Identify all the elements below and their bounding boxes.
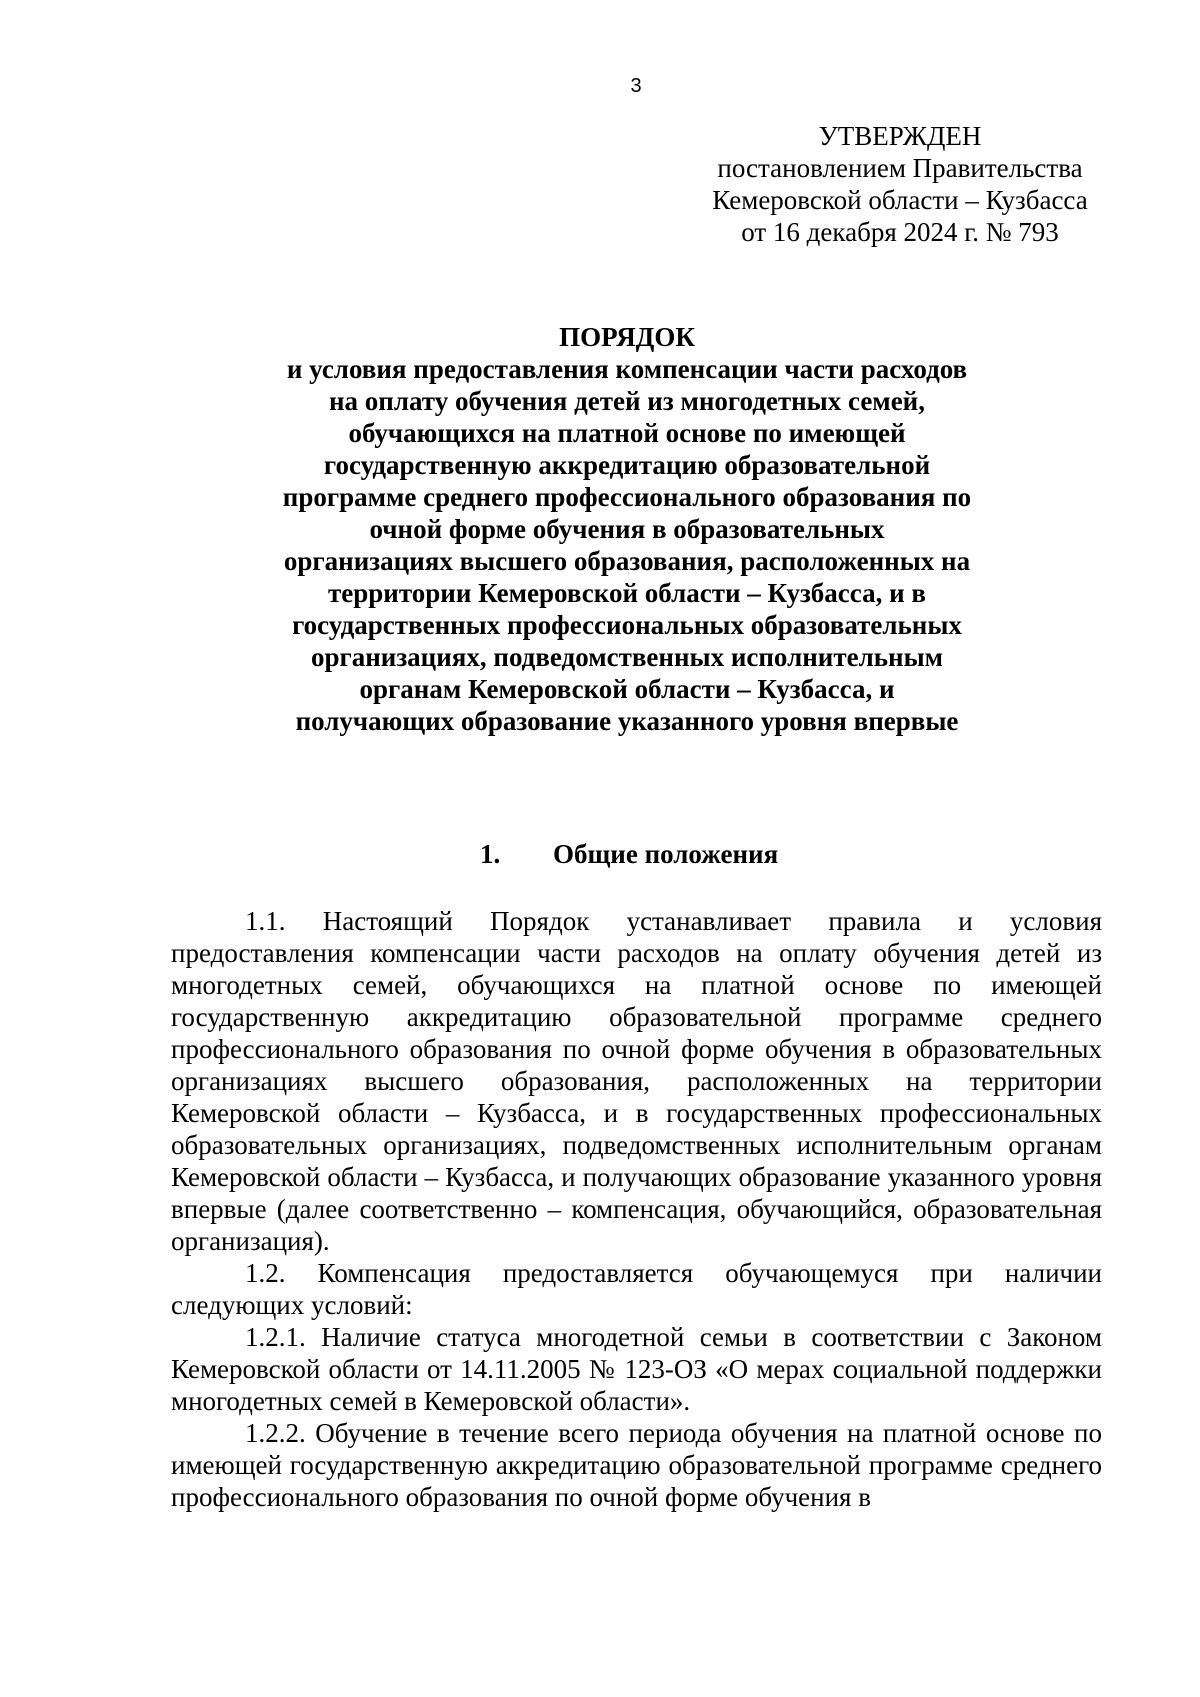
body-text [171,905,1102,1513]
approval-line-region: Кемеровской области – Кузбасса [712,185,1088,215]
paragraph-1-2-1: 1.2.1. Наличие статуса многодетной семьи в соответствии с Законом Кемеровской области от 14.11.2005 № 123-ОЗ «О мерах социальной поддержки многодетных семей в Кемеровской области». [171,1322,1102,1416]
section-number: 1. [480,839,501,869]
paragraph-1-2-2: 1.2.2. Обучение в течение всего периода обучения на платной основе по имеющей государственную аккредитацию образовательной программе среднего профессионального образования по очной форме обучения в [171,1418,1102,1512]
document-title-subtitle: и условия предоставления компенсации части расходов на оплату обучения детей из многодетных семей, обучающихся на платной основе по имеющей государственную аккредитацию образовательной программе среднего профессионального образования по очной форме обучения в образовательных организациях высшего образования, расположенных на территории Кемеровской области – Кузбасса, и в государственных профессиональных образовательных организациях, подведомственных исполнительным органам Кемеровской области – Кузбасса, и получающих образование указанного уровня впервые [282,354,972,736]
page-number: 3 [630,75,642,97]
approval-line-resolution: постановлением Правительства [717,153,1083,183]
document-title-name: ПОРЯДОК [559,322,695,352]
document-title [282,321,972,737]
approval-line-approved: УТВЕРЖДЕН [818,121,982,151]
section-title: Общие положения [553,839,779,869]
paragraph-1-1: 1.1. Настоящий Порядок устанавливает правила и условия предоставления компенсации части расходов на оплату обучения детей из многодетных семей, обучающихся на платной основе по имеющей государственную аккредитацию образовательной программе среднего профессионального образования по очной форме обучения в образовательных организациях высшего образования, расположенных на территории Кемеровской области – Кузбасса, и в государственных профессиональных образовательных организациях, подведомственных исполнительным органам Кемеровской области – Кузбасса, и получающих образование указанного уровня впервые (далее соответственно – компенсация, обучающийся, образовательная организация). [171,906,1102,1256]
approval-stamp [680,120,1120,248]
approval-line-date: от 16 декабря 2024 г. № 793 [741,217,1059,247]
paragraph-1-2: 1.2. Компенсация предоставляется обучающемуся при наличии следующих условий: [171,1258,1102,1320]
